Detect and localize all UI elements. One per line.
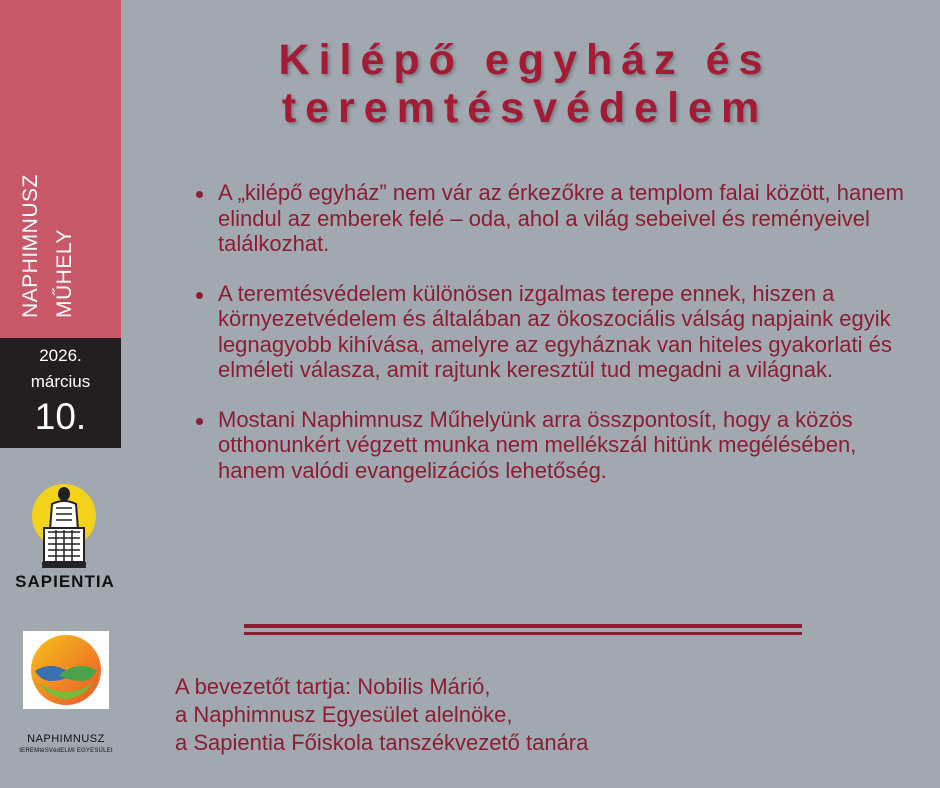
naphimnusz-logo-icon: [23, 631, 109, 709]
bullet-item: [190, 180, 910, 257]
bullet-text: Mostani Naphimnusz Műhelyünk arra összpontosít, hogy a közös otthonunkért végzett munka nem mellékszál hitünk megélésében, hanem valódi evangelizációs lehetőség.: [218, 406, 857, 483]
speaker-line2: a Naphimnusz Egyesület alelnöke,: [175, 702, 513, 727]
date-box: [0, 338, 121, 448]
title-line1: Kilépő egyház és: [278, 36, 772, 84]
date-year: 2026.: [39, 346, 82, 365]
sapientia-logo-icon: [30, 480, 98, 570]
bullet-item: [190, 407, 910, 484]
bullet-item: [190, 281, 910, 383]
event-series-title: [14, 138, 82, 318]
bullet-dot-icon: [196, 292, 203, 299]
naphimnusz-sublabel: tEREMtéSVédELMI EGYESÜLEt: [19, 748, 113, 754]
series-title-line1: NAPHIMNUSZ: [19, 174, 42, 318]
bullet-list: [190, 180, 910, 507]
page-title: [200, 36, 850, 132]
bullet-dot-icon: [196, 191, 203, 198]
date-month: március: [30, 372, 91, 391]
date-day: 10.: [34, 396, 87, 437]
divider-line-top: [244, 624, 802, 628]
speaker-line3: a Sapientia Főiskola tanszékvezető tanára: [175, 730, 589, 755]
speaker-info: [175, 673, 875, 757]
divider-line-bottom: [244, 632, 802, 635]
sapientia-label: SAPIENTIA: [15, 572, 115, 591]
naphimnusz-logo: [23, 631, 109, 709]
title-line2: teremtésvédelem: [281, 84, 769, 132]
bullet-dot-icon: [196, 418, 203, 425]
series-title-line2: MŰHELY: [53, 229, 76, 318]
bullet-text: A „kilépő egyház” nem vár az érkezőkre a templom falai között, hanem elindul az emberek felé – oda, ahol a világ sebeivel és reményeivel találkozhat.: [218, 180, 904, 256]
bullet-text: A teremtésvédelem különösen izgalmas terepe ennek, hiszen a környezetvédelem és általában az ökoszociális válság napjaink egyik legnagyobb kihívása, amelyre az egyháznak van hiteles gyakorlati és elméleti válasza, amit rajtunk keresztül tud megadni a világnak.: [218, 280, 892, 382]
speaker-line1: A bevezetőt tartja: Nobilis Márió,: [175, 674, 491, 699]
naphimnusz-label: NAPHIMNUSZ: [27, 733, 105, 745]
